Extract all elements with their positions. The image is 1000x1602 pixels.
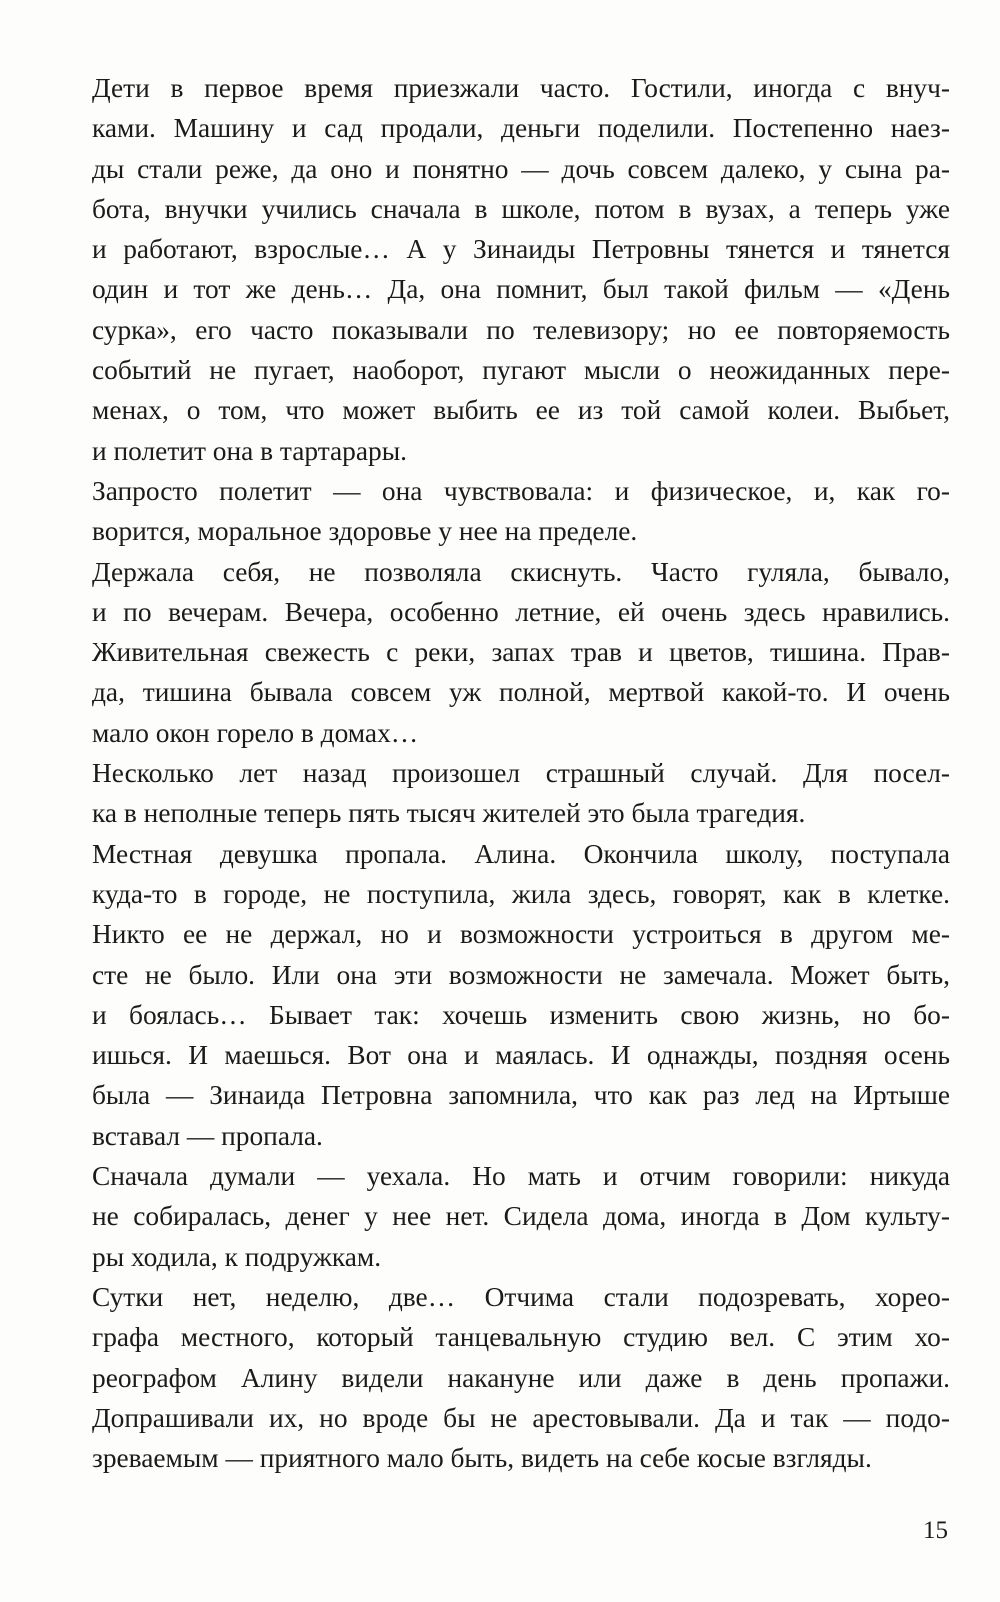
text-line: ками. Машину и сад продали, деньги поделили. Постепенно наез- (92, 113, 950, 144)
text-line: Дети в первое время приезжали часто. Гостили, иногда с внуч- (92, 73, 950, 103)
text-line: Допрашивали их, но вроде бы не арестовывали. Да и так — подо- (92, 1402, 950, 1433)
text-line: Никто ее не держал, но и возможности устроиться в другом ме- (92, 919, 950, 950)
paragraph (48, 1277, 950, 1478)
text-line: Запросто полетит — она чувствовала: и физическое, и, как го- (92, 475, 950, 506)
text-line: один и тот же день… Да, она помнит, был такой фильм — «День (92, 274, 950, 305)
text-line: сте не было. Или она эти возможности не замечала. Может быть, (92, 959, 950, 990)
page-number: 15 (923, 1517, 948, 1544)
text-line: сурка», его часто показывали по телевизору; но ее повторяемость (92, 314, 950, 345)
text-line: и работают, взрослые… А у Зинаиды Петровны тянется и тянется (92, 234, 950, 265)
text-line: бота, внучки учились сначала в школе, потом в вузах, а теперь уже (92, 193, 950, 224)
text-line: менах, о том, что может выбить ее из той самой колеи. Выбьет, (92, 395, 950, 426)
text-line: была — Зинаида Петровна запомнила, что как раз лед на Иртыше (92, 1080, 950, 1111)
text-line: мало окон горело в домах… (92, 717, 419, 748)
text-line: ворится, моральное здоровье у нее на пределе. (92, 516, 638, 547)
body-text (48, 68, 950, 1478)
text-line: ка в неполные теперь пять тысяч жителей это была трагедия. (92, 798, 806, 829)
text-line: Местная девушка пропала. Алина. Окончила школу, поступала (92, 838, 950, 869)
text-line: графа местного, который танцевальную студию вел. С этим хо- (92, 1322, 950, 1353)
text-line: и полетит она в тартарары. (92, 435, 407, 466)
text-line: не собиралась, денег у нее нет. Сидела дома, иногда в Дом культу- (92, 1201, 950, 1232)
text-line: реографом Алину видели накануне или даже в день пропажи. (92, 1362, 950, 1393)
text-line: Несколько лет назад произошел страшный случай. Для посел- (92, 758, 950, 789)
text-line: ды стали реже, да оно и понятно — дочь совсем далеко, у сына ра- (92, 153, 950, 184)
text-line: и боялась… Бывает так: хочешь изменить свою жизнь, но бо- (92, 999, 950, 1030)
text-line: ры ходила, к подружкам. (92, 1241, 382, 1272)
paragraph (48, 552, 950, 753)
paragraph (48, 1156, 950, 1277)
text-line: Сначала думали — уехала. Но мать и отчим говорили: никуда (92, 1161, 950, 1192)
text-line: и по вечерам. Вечера, особенно летние, ей очень здесь нравились. (92, 596, 950, 627)
paragraph (48, 834, 950, 1156)
text-line: Живительная свежесть с реки, запах трав и цветов, тишина. Прав- (92, 637, 950, 668)
text-line: вставал — пропала. (92, 1120, 323, 1151)
text-line: ишься. И маешься. Вот она и маялась. И однажды, поздняя осень (92, 1040, 950, 1071)
text-line: Держала себя, не позволяла скиснуть. Часто гуляла, бывало, (92, 556, 950, 587)
text-line: да, тишина бывала совсем уж полной, мертвой какой-то. И очень (92, 677, 950, 708)
paragraph (48, 68, 950, 471)
text-line: куда-то в городе, не поступила, жила здесь, говорят, как в клетке. (92, 878, 950, 909)
paragraph (48, 753, 950, 834)
paragraph (48, 471, 950, 552)
text-line: Сутки нет, неделю, две… Отчима стали подозревать, хорео- (92, 1281, 950, 1312)
text-line: событий не пугает, наоборот, пугают мысли о неожиданных пере- (92, 355, 950, 386)
text-line: зреваемым — приятного мало быть, видеть на себе косые взгляды. (92, 1443, 872, 1474)
